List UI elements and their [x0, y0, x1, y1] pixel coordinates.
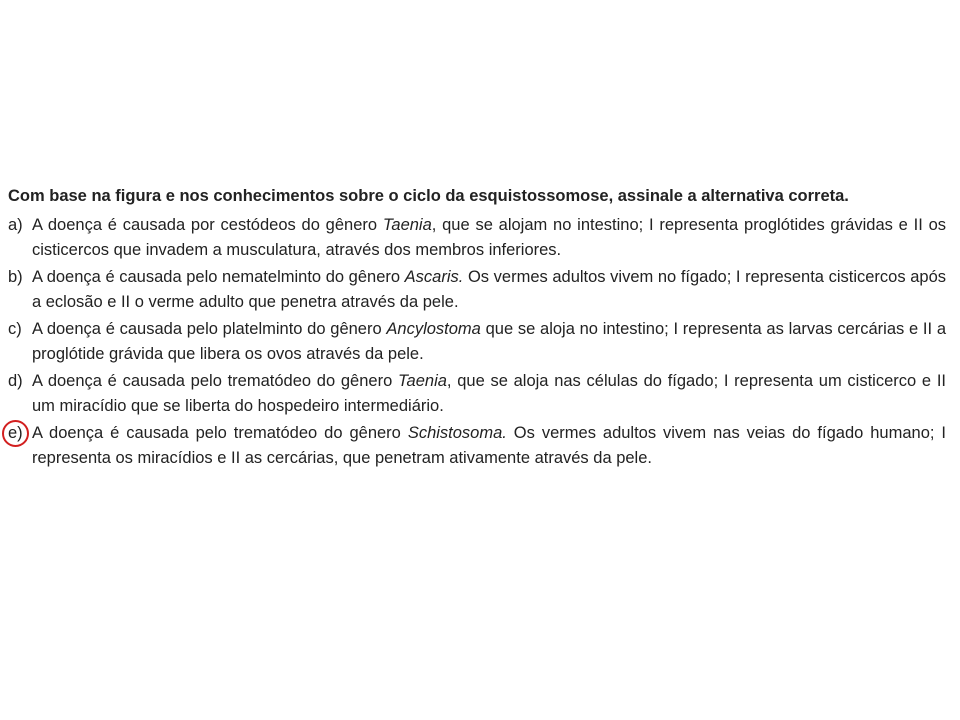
option-a	[8, 213, 946, 263]
option-text: A doença é causada pelo nematelminto do gênero	[32, 268, 405, 286]
option-text: A doença é causada pelo trematódeo do gênero	[32, 424, 408, 442]
question-stem: Com base na figura e nos conhecimentos sobre o ciclo da esquistossomose, assinale a alternativa correta.	[8, 187, 849, 205]
option-text: Os vermes adultos vivem no fígado; I representa cisticercos após a eclosão e II o verme adulto que penetra através da pele.	[32, 268, 946, 311]
option-letter: d)	[8, 372, 23, 390]
option-text: , que se aloja nas células do fígado; I representa um cisticerco e II um miracídio que se liberta do hospedeiro intermediário.	[32, 372, 946, 415]
option-genus: Taenia	[397, 372, 447, 390]
option-genus: Taenia	[382, 216, 432, 234]
option-d	[8, 369, 946, 419]
option-text: que se aloja no intestino; I representa as larvas cercárias e II a proglótide grávida que libera os ovos através da pele.	[32, 320, 946, 363]
options-list	[8, 213, 946, 471]
option-e	[8, 421, 946, 471]
option-text: A doença é causada por cestódeos do gênero	[32, 216, 383, 234]
option-genus: Ancylostoma	[386, 320, 481, 338]
option-text: , que se alojam no intestino; I representa proglótides grávidas e II os cisticercos que invadem a musculatura, através dos membros inferiores.	[32, 216, 946, 259]
option-b	[8, 265, 946, 315]
option-text: A doença é causada pelo platelminto do gênero	[32, 320, 387, 338]
option-genus: Ascaris.	[404, 268, 464, 286]
option-text: Os vermes adultos vivem nas veias do fígado humano; I representa os miracídios e II as cercárias, que penetram ativamente através da pele.	[32, 424, 946, 467]
option-letter: c)	[8, 320, 22, 338]
option-c	[8, 317, 946, 367]
option-genus: Schistosoma.	[407, 424, 507, 442]
option-letter: e)	[8, 424, 23, 442]
question-block	[8, 183, 946, 473]
option-text: A doença é causada pelo trematódeo do gênero	[32, 372, 398, 390]
option-letter: b)	[8, 268, 23, 286]
option-letter: a)	[8, 216, 23, 234]
